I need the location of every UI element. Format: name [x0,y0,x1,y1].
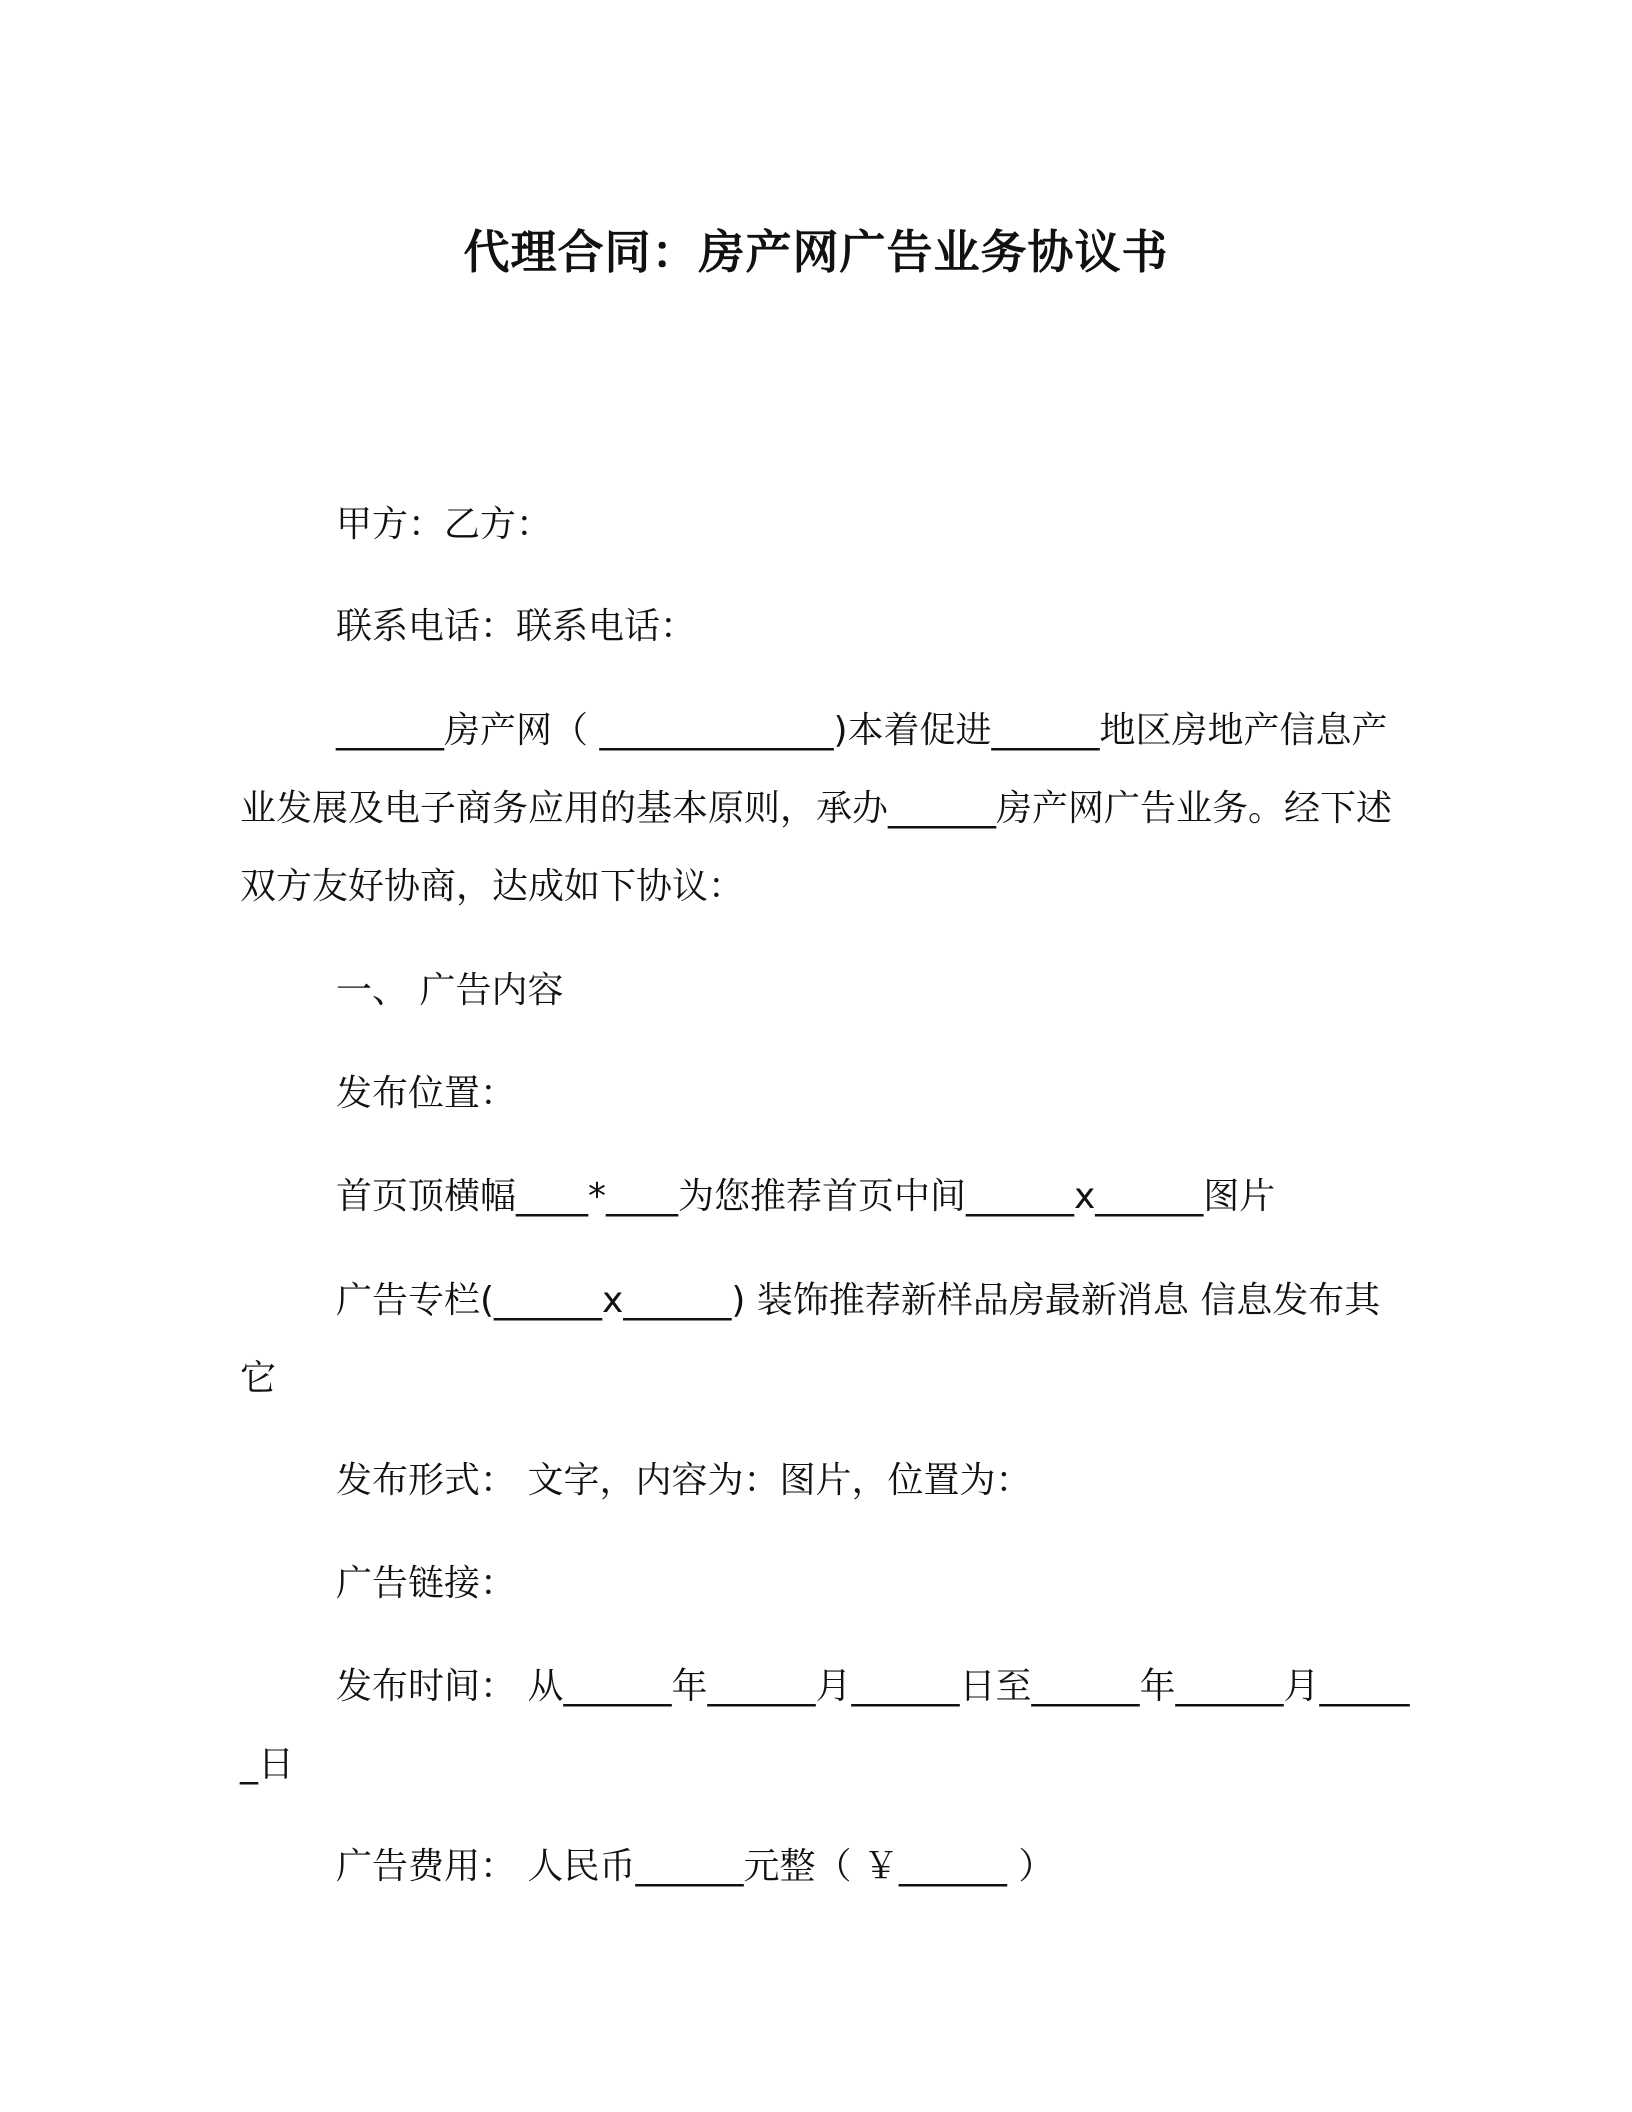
section-heading-text: 一、 广告内容 [336,970,564,1011]
publish-time-paragraph [240,1648,1410,1804]
publish-time-text: 发布时间： 从______年______月______日至______年______月______日 [240,1666,1410,1785]
document-title: 代理合同：房产网广告业务协议书 [463,225,1169,279]
intro-text: ______房产网（ _____________)本着促进______地区房地产信息产业发展及电子商务应用的基本原则，承办______房产网广告业务。经下述双方友好协商，达成如下协议： [240,710,1393,907]
publish-form-line [240,1442,1410,1520]
phone-text: 联系电话：联系电话： [336,606,697,647]
intro-paragraph [240,692,1410,926]
party-line [240,486,1410,564]
homepage-banner-line [240,1158,1410,1236]
phone-line [240,588,1410,666]
ad-link-line [240,1545,1410,1623]
ad-fee-line [240,1828,1410,1906]
party-text: 甲方：乙方： [336,504,553,545]
section-heading-ad-content [240,952,1410,1030]
publish-position-label [240,1055,1410,1133]
ad-fee-text: 广告费用： 人民币______元整（ ￥______ ） [336,1846,1055,1887]
ad-column-paragraph [240,1262,1410,1418]
ad-link-text: 广告链接： [336,1563,517,1604]
homepage-banner-text: 首页顶横幅____*____为您推荐首页中间______x______图片 [336,1176,1276,1217]
ad-column-text: 广告专栏(______x______) 装饰推荐新样品房最新消息 信息发布其它 [240,1280,1381,1399]
publish-form-text: 发布形式： 文字，内容为：图片，位置为： [336,1460,1032,1501]
publish-position-text: 发布位置： [336,1073,517,1114]
